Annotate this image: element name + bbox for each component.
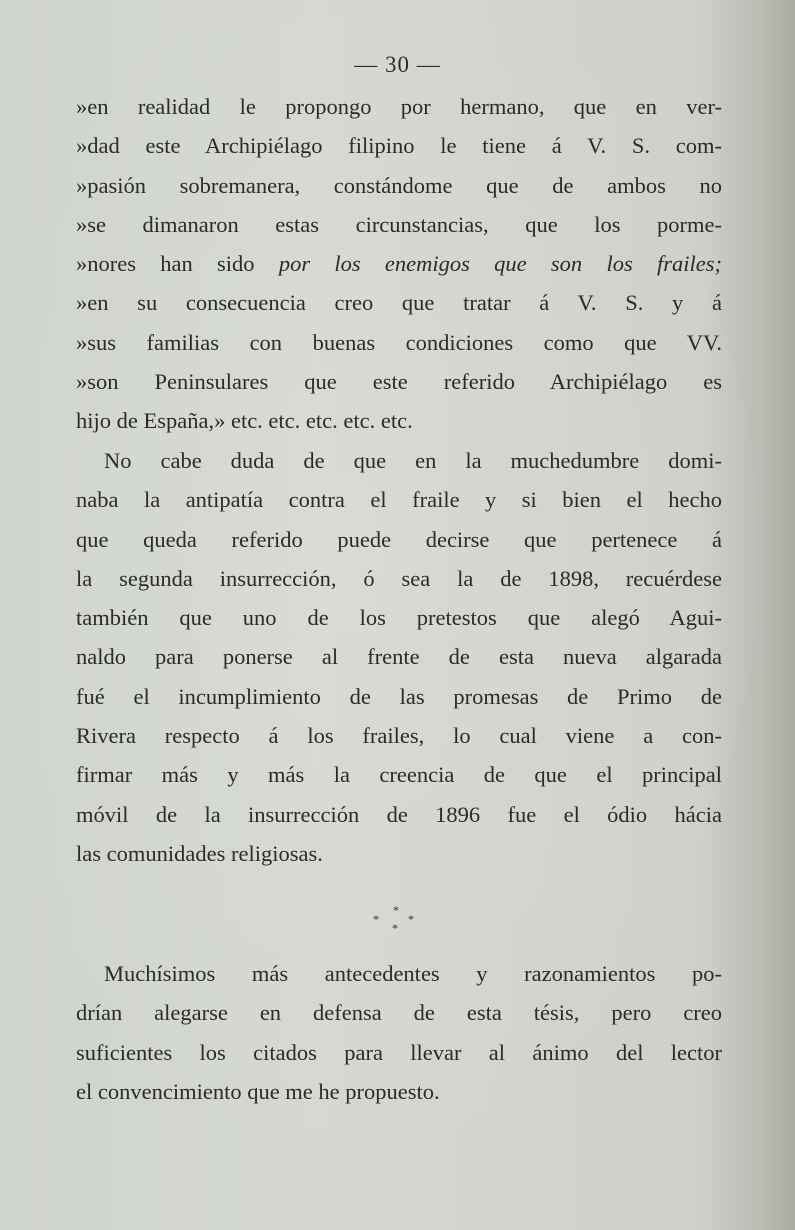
asterisk-mark: * bbox=[393, 903, 399, 917]
asterisk-mark: * bbox=[392, 921, 398, 935]
text-line: »en su consecuencia creo que tratar á V. S. y á bbox=[76, 290, 722, 316]
text-line: »se dimanaron estas circunstancias, que los porme- bbox=[76, 211, 722, 237]
conclusion-paragraph bbox=[76, 954, 722, 1111]
asterisk-mark: * bbox=[373, 912, 379, 926]
italic-phrase: por los enemigos que son los frailes; bbox=[278, 251, 722, 277]
asterisk-mark: * bbox=[408, 912, 414, 926]
text-line: »son Peninsulares que este referido Archipiélago es bbox=[76, 369, 722, 395]
text-line: »pasión sobremanera, constándome que de ambos no bbox=[76, 172, 722, 198]
text-line: naldo para ponerse al frente de esta nueva algarada bbox=[76, 644, 722, 670]
page-number: — 30 — bbox=[354, 52, 441, 77]
text-line: el convencimiento que me he propuesto. bbox=[76, 1078, 440, 1104]
text-line: drían alegarse en defensa de esta tésis, pero creo bbox=[76, 1000, 722, 1026]
text-line: que queda referido puede decirse que pertenece á bbox=[76, 526, 722, 552]
text-line: móvil de la insurrección de 1896 fue el ódio hácia bbox=[76, 801, 722, 827]
text-line: firmar más y más la creencia de que el principal bbox=[76, 762, 722, 788]
text-line: Rivera respecto á los frailes, lo cual viene a con- bbox=[76, 723, 722, 749]
text-line: fué el incumplimiento de las promesas de Primo de bbox=[76, 683, 722, 709]
text-line: »en realidad le propongo por hermano, que en ver- bbox=[76, 94, 722, 119]
text-fragment: »nores han sido bbox=[76, 251, 279, 277]
text-line: »dad este Archipiélago filipino le tiene á V. S. com- bbox=[76, 133, 722, 159]
text-line: No cabe duda de que en la muchedumbre domi- bbox=[104, 448, 722, 473]
text-line: suficientes los citados para llevar al ánimo del lector bbox=[76, 1039, 722, 1065]
text-line bbox=[76, 244, 722, 283]
text-line: Muchísimos más antecedentes y razonamientos po- bbox=[104, 961, 722, 986]
text-line: las comunidades religiosas. bbox=[76, 840, 323, 866]
section-asterism bbox=[370, 904, 422, 934]
quoted-letter-paragraph bbox=[76, 87, 722, 441]
text-line: hijo de España,» etc. etc. etc. etc. etc. bbox=[76, 408, 413, 434]
text-line: »sus familias con buenas condiciones como que VV. bbox=[76, 329, 722, 355]
text-line: también que uno de los pretestos que alegó Agui- bbox=[76, 605, 722, 631]
commentary-paragraph bbox=[76, 441, 722, 873]
text-line: la segunda insurrección, ó sea la de 1898, recuérdese bbox=[76, 565, 722, 591]
text-line: naba la antipatía contra el fraile y si bien el hecho bbox=[76, 487, 722, 513]
